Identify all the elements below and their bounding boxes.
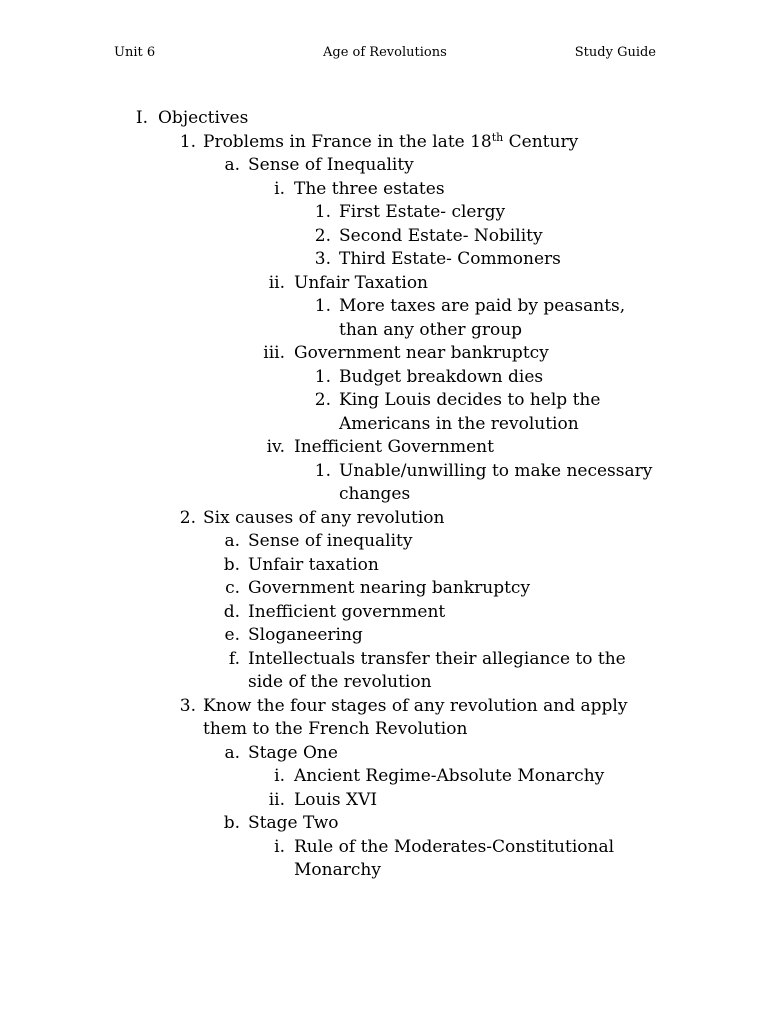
outline-text: Government near bankruptcy — [294, 343, 549, 363]
outline-marker: c. — [225, 578, 240, 598]
outline-item — [0, 436, 768, 460]
outline-item — [0, 413, 768, 437]
outline-text: Stage Two — [248, 813, 339, 833]
outline-item — [0, 319, 768, 343]
superscript: th — [491, 130, 504, 144]
outline-item — [0, 695, 768, 719]
outline-text: Americans in the revolution — [339, 413, 579, 434]
outline-item — [0, 342, 768, 366]
outline-marker: iii. — [263, 343, 285, 363]
outline-item — [0, 624, 768, 648]
outline-item — [0, 671, 768, 695]
outline-marker: i. — [274, 766, 285, 786]
outline-marker: 2. — [314, 225, 331, 246]
outline-text: First Estate- clergy — [339, 202, 506, 222]
outline-item — [0, 272, 768, 296]
outline-text: Sense of inequality — [248, 531, 413, 551]
outline-text: Know the four stages of any revolution and apply — [203, 695, 628, 716]
outline-marker: f. — [228, 648, 240, 669]
outline-text: Inefficient government — [248, 601, 446, 622]
outline-item — [0, 131, 768, 155]
outline-marker: I. — [135, 108, 148, 128]
outline-item — [0, 460, 768, 484]
outline-text: side of the revolution — [248, 672, 432, 692]
outline-item — [0, 154, 768, 178]
outline-text: Six causes of any revolution — [203, 507, 445, 528]
outline-marker: iv. — [266, 437, 285, 457]
outline-item — [0, 836, 768, 860]
outline-marker: i. — [274, 178, 285, 199]
outline-text: Budget breakdown dies — [339, 366, 544, 387]
outline-text: Third Estate- Commoners — [339, 249, 561, 269]
outline-text: Monarchy — [294, 860, 381, 880]
outline-marker: d. — [223, 601, 240, 622]
outline-marker: 2. — [179, 507, 196, 528]
outline-marker: b. — [223, 554, 240, 575]
outline-marker: e. — [224, 625, 240, 645]
outline-text: Sloganeering — [248, 625, 363, 645]
outline-marker: 1. — [179, 131, 196, 152]
outline-text: More taxes are paid by peasants, — [339, 296, 626, 316]
outline-text: Objectives — [158, 108, 249, 128]
outline-marker: 1. — [314, 460, 331, 481]
outline-text: changes — [339, 484, 411, 504]
outline-item — [0, 178, 768, 202]
outline-item — [0, 554, 768, 578]
outline-text: Intellectuals transfer their allegiance to the — [248, 648, 626, 669]
outline-item — [0, 601, 768, 625]
page-header — [114, 45, 656, 65]
outline-marker: ii. — [268, 789, 285, 810]
outline-item — [0, 648, 768, 672]
outline-marker: 2. — [314, 390, 331, 410]
outline-marker: a. — [224, 155, 240, 175]
outline-item — [0, 248, 768, 272]
header-title: Age of Revolutions — [323, 45, 447, 60]
outline-text: Inefficient Government — [294, 437, 494, 457]
outline-marker: a. — [224, 531, 240, 551]
outline-item — [0, 107, 768, 131]
outline-item — [0, 812, 768, 836]
outline-item — [0, 225, 768, 249]
outline-marker: 1. — [314, 202, 331, 222]
outline-item — [0, 742, 768, 766]
outline-marker: 3. — [314, 249, 331, 269]
outline-item — [0, 530, 768, 554]
outline-item — [0, 507, 768, 531]
outline-marker: a. — [224, 742, 240, 763]
outline-text: Problems in France in the late 18th Century — [203, 130, 579, 152]
study-guide-outline — [0, 107, 768, 883]
outline-text: Sense of Inequality — [248, 155, 414, 175]
outline-item — [0, 789, 768, 813]
header-doc-type: Study Guide — [574, 45, 656, 60]
outline-text: Government nearing bankruptcy — [248, 578, 531, 598]
outline-marker: ii. — [268, 272, 285, 293]
outline-marker: 3. — [179, 695, 196, 716]
outline-item — [0, 765, 768, 789]
outline-item — [0, 859, 768, 883]
outline-text: Stage One — [248, 742, 338, 763]
outline-marker: i. — [274, 836, 285, 857]
outline-item — [0, 389, 768, 413]
outline-text: Louis XVI — [294, 789, 378, 810]
outline-item — [0, 201, 768, 225]
outline-text: Second Estate- Nobility — [339, 225, 543, 246]
outline-text: Unable/unwilling to make necessary — [339, 460, 653, 481]
outline-text: them to the French Revolution — [203, 719, 468, 739]
outline-text: Unfair taxation — [248, 554, 379, 575]
outline-item — [0, 718, 768, 742]
outline-item — [0, 366, 768, 390]
outline-text: Ancient Regime-Absolute Monarchy — [294, 766, 605, 786]
outline-item — [0, 577, 768, 601]
outline-text: The three estates — [294, 178, 445, 199]
outline-marker: 1. — [314, 296, 331, 316]
header-unit: Unit 6 — [114, 45, 156, 60]
outline-text: King Louis decides to help the — [339, 390, 601, 410]
outline-marker: 1. — [314, 366, 331, 387]
outline-item — [0, 295, 768, 319]
outline-text: Rule of the Moderates-Constitutional — [294, 836, 615, 857]
outline-marker: b. — [223, 813, 240, 833]
outline-text: Unfair Taxation — [294, 272, 428, 293]
outline-item — [0, 483, 768, 507]
outline-text: than any other group — [339, 319, 523, 340]
